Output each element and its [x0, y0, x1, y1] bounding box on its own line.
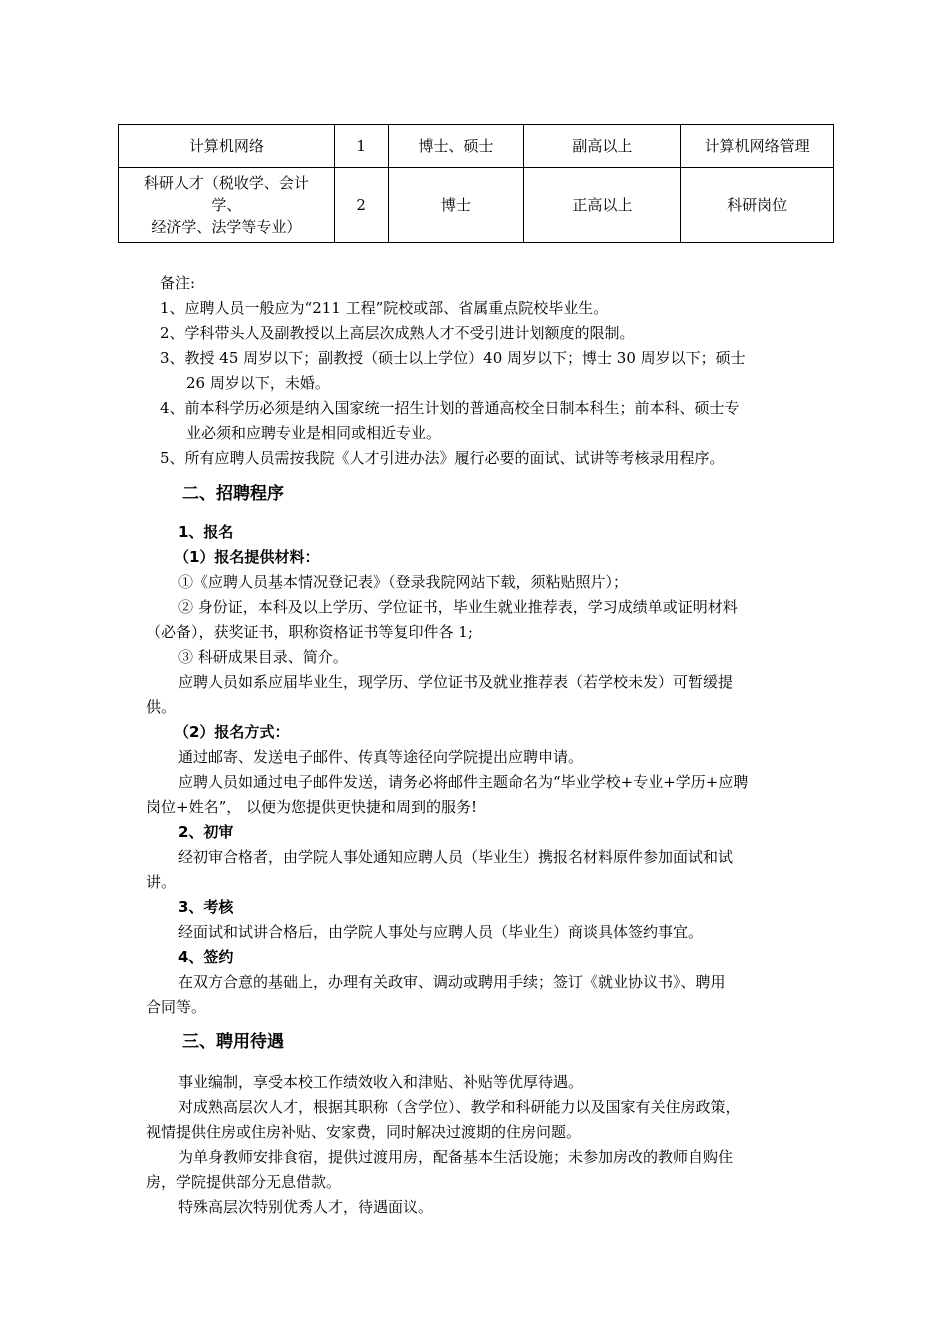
paragraph-line: 应聘人员如系应届毕业生，现学历、学位证书及就业推荐表（若学校未发）可暂缓提: [178, 673, 734, 691]
note-4-cont: 业必须和应聘专业是相同或相近专业。: [186, 424, 442, 442]
degree-cell: 博士、硕士: [388, 125, 524, 168]
major-line: 学、: [211, 196, 242, 214]
paragraph-line: 应聘人员如通过电子邮件发送，请务必将邮件主题命名为“毕业学校+专业+学历+应聘: [178, 773, 749, 791]
paragraph-line: 特殊高层次特别优秀人才，待遇面议。: [178, 1198, 434, 1216]
position-cell: 计算机网络管理: [681, 125, 834, 168]
paragraph-line: 供。: [146, 698, 177, 716]
paragraph-line: 为单身教师安排食宿，提供过渡用房，配备基本生活设施；未参加房改的教师自购住: [178, 1148, 734, 1166]
paragraph-line: 在双方合意的基础上，办理有关政审、调动或聘用手续；签订《就业协议书》、聘用: [178, 973, 726, 991]
count-cell: 1: [334, 125, 388, 168]
subsection-heading: 4、签约: [178, 948, 234, 966]
paragraph-line: ①《应聘人员基本情况登记表》（登录我院网站下载，须粘贴照片）；: [178, 573, 629, 591]
note-4: 4、前本科学历必须是纳入国家统一招生计划的普通高校全日制本科生；前本科、硕士专: [160, 399, 740, 417]
section-heading: 三、聘用待遇: [182, 1032, 284, 1052]
paragraph-line: 合同等。: [146, 998, 207, 1016]
major-cell: [119, 168, 335, 243]
count-cell: 2: [334, 168, 388, 243]
subsection-heading: （1）报名提供材料：: [174, 548, 320, 566]
note-2: 2、学科带头人及副教授以上高层次成熟人才不受引进计划额度的限制。: [160, 324, 635, 342]
note-3-cont: 26 周岁以下，未婚。: [186, 374, 330, 392]
degree-cell: 博士: [388, 168, 524, 243]
paragraph-line: 事业编制，享受本校工作绩效收入和津贴、补贴等优厚待遇。: [178, 1073, 584, 1091]
paragraph-line: 对成熟高层次人才，根据其职称（含学位）、教学和科研能力以及国家有关住房政策，: [178, 1098, 741, 1116]
major-line: 科研人才（税收学、会计: [143, 174, 309, 192]
note-5: 5、所有应聘人员需按我院《人才引进办法》履行必要的面试、试讲等考核录用程序。: [160, 449, 725, 467]
notes-label: 备注:: [160, 274, 196, 292]
subsection-heading: 3、考核: [178, 898, 234, 916]
subsection-heading: （2）报名方式：: [174, 723, 290, 741]
major-cell: 计算机网络: [119, 125, 335, 168]
position-cell: 科研岗位: [681, 168, 834, 243]
paragraph-line: 房，学院提供部分无息借款。: [146, 1173, 342, 1191]
title-cell: 副高以上: [524, 125, 681, 168]
table-row: [119, 125, 834, 168]
title-cell: 正高以上: [524, 168, 681, 243]
paragraph-line: 视情提供住房或住房补贴、安家费，同时解决过渡期的住房问题。: [146, 1123, 582, 1141]
subsection-heading: 2、初审: [178, 823, 234, 841]
paragraph-line: 通过邮寄、发送电子邮件、传真等途径向学院提出应聘申请。: [178, 748, 584, 766]
paragraph-line: （必备），获奖证书，职称资格证书等复印件各 1;: [146, 623, 473, 641]
subsection-heading: 1、报名: [178, 523, 234, 541]
paragraph-line: 经初审合格者，由学院人事处通知应聘人员（毕业生）携报名材料原件参加面试和试: [178, 848, 734, 866]
recruitment-table: [118, 124, 834, 243]
paragraph-line: ② 身份证，本科及以上学历、学位证书，毕业生就业推荐表，学习成绩单或证明材料: [178, 598, 738, 616]
note-3: 3、教授 45 周岁以下；副教授（硕士以上学位）40 周岁以下；博士 30 周岁以下；硕士: [160, 349, 746, 367]
paragraph-line: 讲。: [146, 873, 177, 891]
major-line: 经济学、法学等专业）: [151, 218, 302, 236]
section-heading: 二、招聘程序: [182, 484, 284, 504]
paragraph-line: 经面试和试讲合格后，由学院人事处与应聘人员（毕业生）商谈具体签约事宜。: [178, 923, 704, 941]
table-row: [119, 168, 834, 243]
paragraph-line: ③ 科研成果目录、简介。: [178, 648, 348, 666]
paragraph-line: 岗位+姓名”， 以便为您提供更快捷和周到的服务!: [146, 798, 478, 816]
note-1: 1、应聘人员一般应为“211 工程”院校或部、省属重点院校毕业生。: [160, 299, 609, 317]
